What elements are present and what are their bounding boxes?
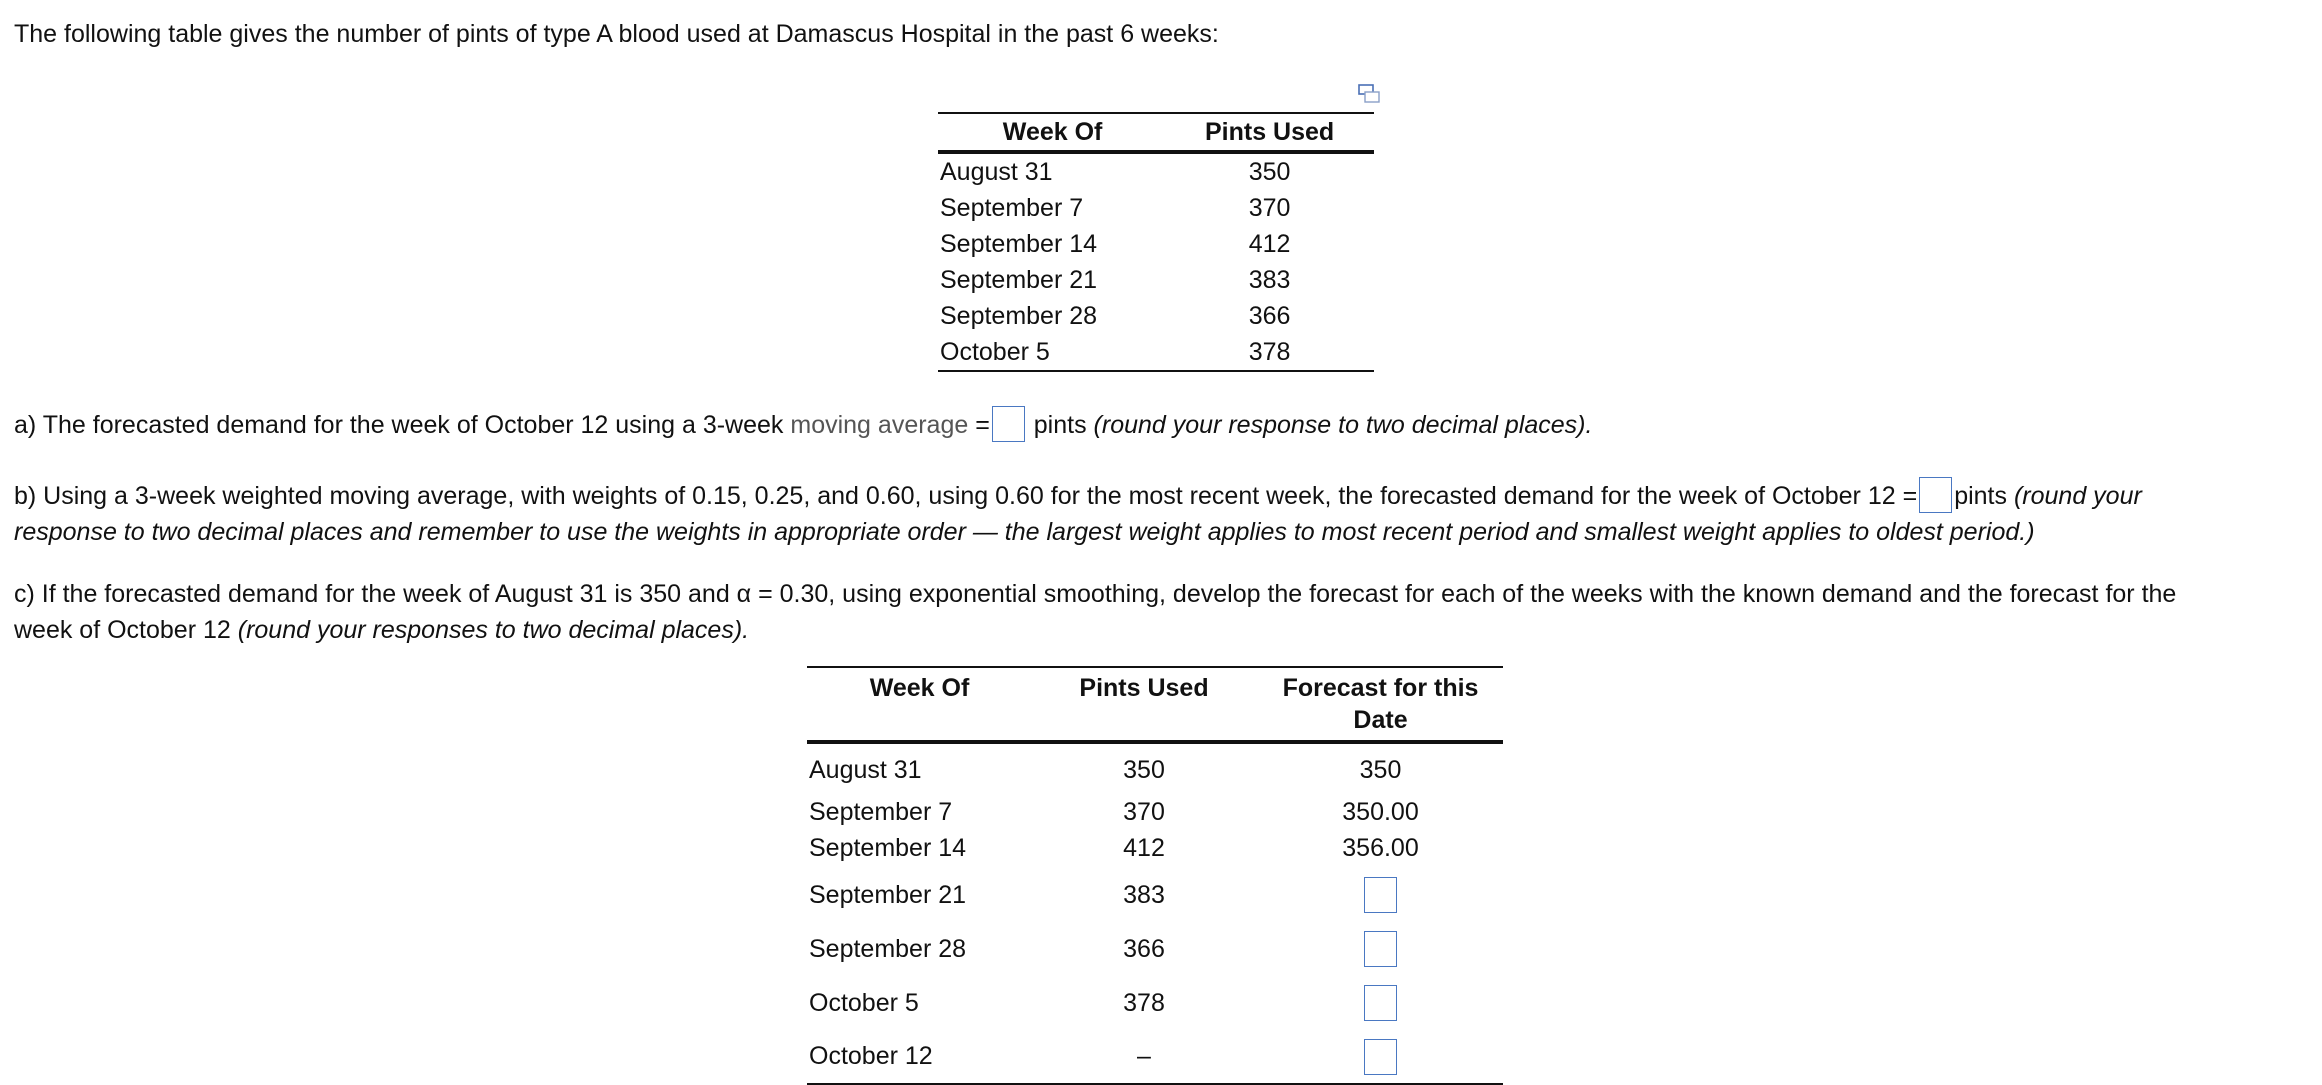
week-cell: September 21	[940, 265, 1098, 294]
header-week-of: Week Of	[807, 667, 1030, 742]
pints-cell: 412	[1248, 229, 1291, 258]
table-row	[807, 796, 1503, 828]
pints-cell: 383	[1123, 880, 1165, 909]
pints-cell: 378	[1123, 988, 1165, 1017]
question-b-note: response to two decimal places and remember to use the weights in appropriate order — the largest weight applies to most recent period and smallest weight applies to oldest period.)	[14, 518, 2035, 546]
week-cell: September 21	[809, 880, 967, 909]
table-row	[938, 226, 1374, 262]
rounding-note: (round your response to two decimal places).	[1093, 411, 1593, 439]
question-c-text-end: week of October 12	[14, 616, 231, 644]
question-a-text: a) The forecasted demand for the week of October 12 using a 3-week	[14, 411, 784, 439]
forecast-input[interactable]	[1364, 931, 1397, 967]
pints-cell: 378	[1165, 334, 1374, 371]
week-cell: October 5	[938, 334, 1165, 371]
question-c-line2	[14, 612, 749, 648]
pints-cell: 366	[1248, 301, 1291, 330]
week-cell: October 12	[807, 1030, 1030, 1084]
header-week-of: Week Of	[938, 113, 1165, 152]
forecast-cell: 356.00	[1342, 833, 1419, 862]
header-forecast: Forecast for this Date	[1258, 667, 1503, 742]
week-cell: September 28	[940, 301, 1098, 330]
pints-cell: 366	[1123, 934, 1165, 963]
table-row	[807, 922, 1503, 976]
table-row	[938, 334, 1374, 371]
week-cell: September 7	[809, 797, 953, 826]
table-row	[807, 868, 1503, 922]
equals-sign: =	[975, 411, 990, 439]
week-cell: August 31	[940, 157, 1053, 186]
header-pints-used: Pints Used	[1165, 113, 1374, 152]
pints-cell: 370	[1123, 797, 1165, 826]
expand-table-icon[interactable]	[1358, 84, 1380, 104]
table-row	[938, 298, 1374, 334]
table-row	[938, 190, 1374, 226]
pints-cell: 350	[1123, 755, 1165, 784]
question-b-line1	[14, 478, 2142, 514]
rounding-note: (round your responses to two decimal places).	[237, 616, 750, 644]
answer-a-input[interactable]	[992, 406, 1025, 442]
table-row	[807, 828, 1503, 868]
forecast-input[interactable]	[1364, 877, 1397, 913]
moving-average-hint[interactable]: moving average	[790, 411, 969, 439]
unit-pints: pints	[1033, 411, 1087, 439]
question-c-text: c) If the forecasted demand for the week of August 31 is 350 and α = 0.30, using exponential smoothing, develop the forecast for each of the weeks with the known demand and the forecast for the	[14, 580, 2177, 608]
week-cell: September 14	[809, 833, 967, 862]
header-pints-used: Pints Used	[1030, 667, 1258, 742]
week-cell: September 28	[809, 934, 967, 963]
week-cell: September 14	[940, 229, 1098, 258]
table-row	[938, 262, 1374, 298]
pints-cell: 370	[1248, 193, 1291, 222]
unit-pints: pints	[1954, 482, 2007, 510]
intro-text: The following table gives the number of pints of type A blood used at Damascus Hospital in the past 6 weeks:	[14, 20, 1219, 48]
pints-cell: 412	[1123, 833, 1165, 862]
question-b-text: b) Using a 3-week weighted moving average, with weights of 0.15, 0.25, and 0.60, using 0.60 for the most recent week, the forecasted demand for the week of October 12 =	[14, 482, 1918, 510]
blood-usage-table	[938, 112, 1374, 372]
pints-cell: 383	[1248, 265, 1291, 294]
week-cell: September 7	[940, 193, 1084, 222]
answer-b-input[interactable]	[1919, 477, 1952, 513]
week-cell: August 31	[809, 755, 922, 784]
forecast-input[interactable]	[1364, 985, 1397, 1021]
rounding-note: (round your	[2013, 482, 2142, 510]
pints-cell: 350	[1248, 157, 1291, 186]
forecast-cell: 350	[1359, 755, 1402, 784]
exponential-smoothing-table	[807, 666, 1503, 1085]
forecast-input[interactable]	[1364, 1039, 1397, 1075]
pints-cell: –	[1030, 1030, 1258, 1084]
week-cell: October 5	[809, 988, 919, 1017]
forecast-cell: 350.00	[1342, 797, 1419, 826]
table-row	[807, 976, 1503, 1030]
table-row	[938, 152, 1374, 190]
question-a	[14, 407, 1592, 443]
table-row	[807, 1030, 1503, 1084]
table-row	[807, 742, 1503, 796]
